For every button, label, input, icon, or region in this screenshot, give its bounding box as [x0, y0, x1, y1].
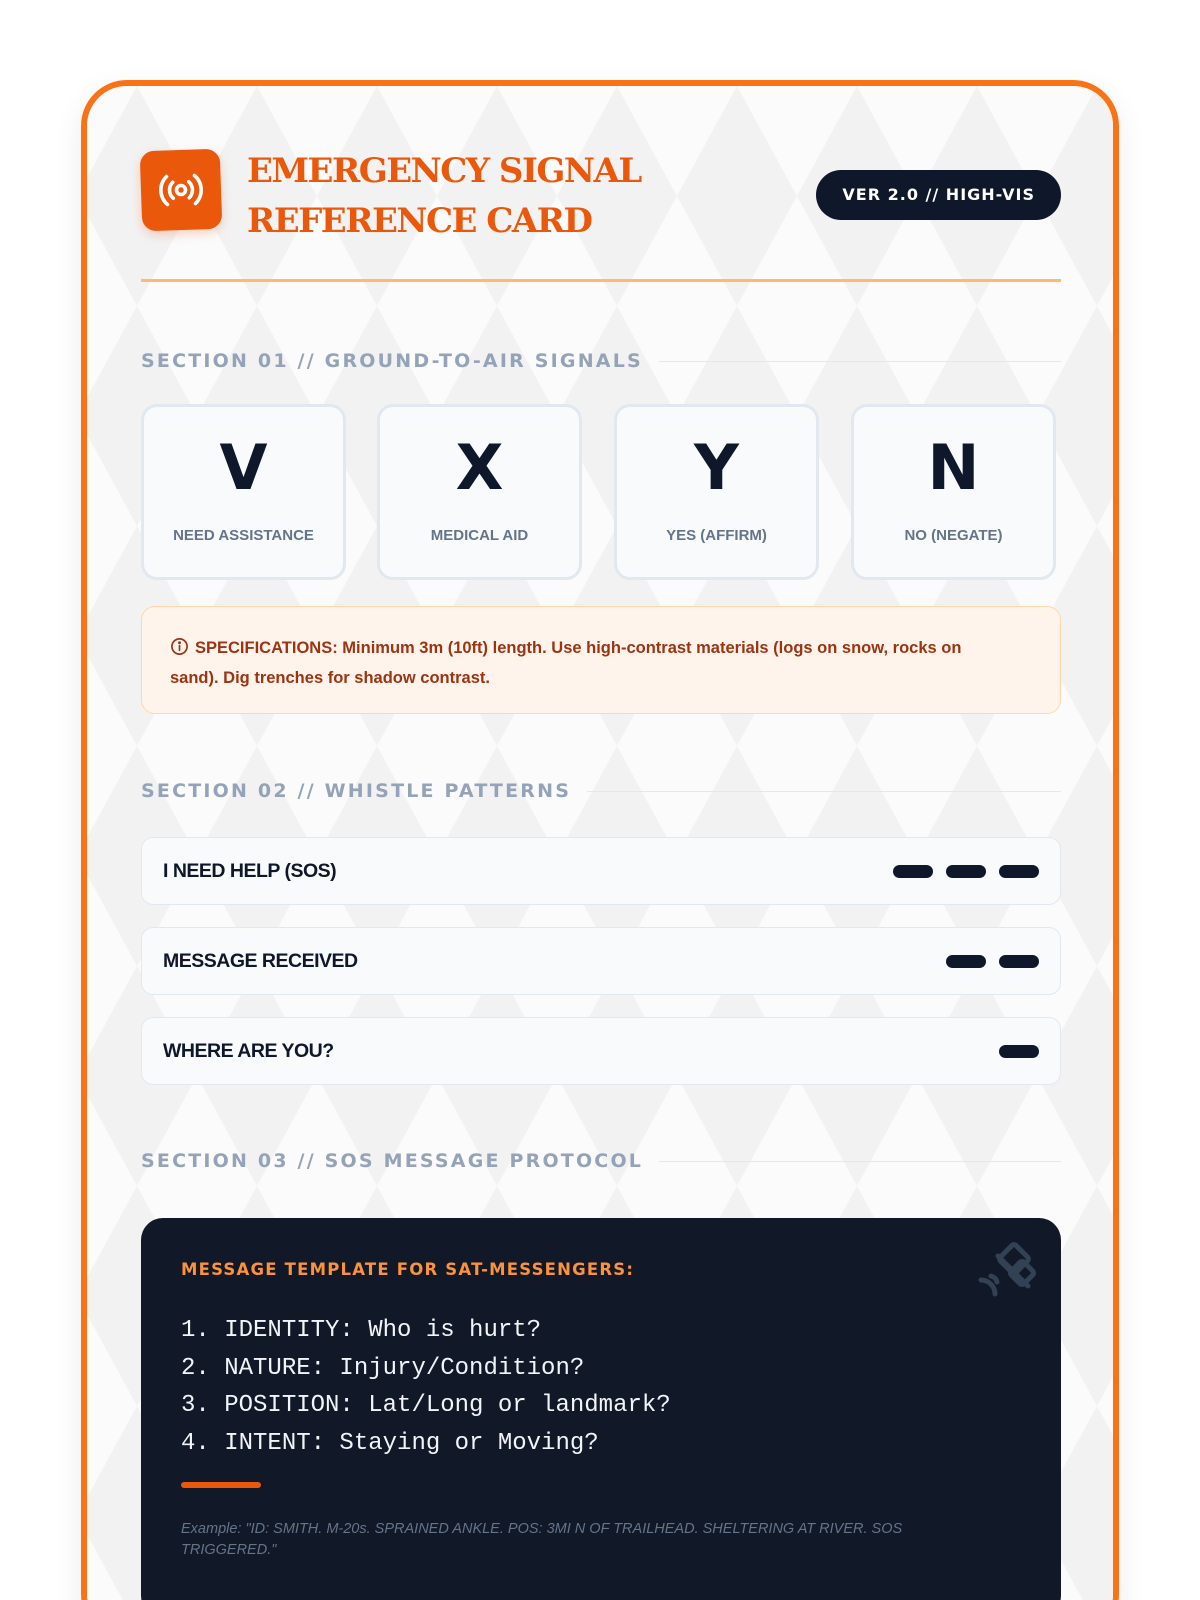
title-line-2: REFERENCE CARD: [247, 201, 592, 241]
long-blast: [999, 1045, 1039, 1058]
signal-letter: N: [927, 431, 980, 504]
signal-letter: Y: [694, 431, 739, 504]
pattern-label: WHERE ARE YOU?: [163, 1040, 334, 1062]
whistle-blasts: [893, 865, 1039, 878]
signal-letter: V: [219, 431, 268, 504]
title-line-1: EMERGENCY SIGNAL: [247, 151, 641, 191]
example-message: Example: "ID: SMITH. M-20s. SPRAINED ANKLE. POS: 3MI N OF TRAILHEAD. SHELTERING AT RIVER. SOS TRIGGERED.": [181, 1521, 903, 1558]
section-02-rule: [587, 791, 1061, 792]
protocol-steps: [181, 1312, 671, 1462]
whistle-blasts: [946, 955, 1039, 968]
section-03-title: SECTION 03 // SOS MESSAGE PROTOCOL: [141, 1150, 644, 1172]
ground-to-air-signals: [141, 404, 1061, 580]
signal-tile-n: [851, 404, 1056, 580]
long-blast: [946, 955, 986, 968]
satellite-icon: [973, 1236, 1043, 1311]
section-03-heading: [141, 1150, 1061, 1172]
broadcast-icon: [140, 149, 223, 232]
section-01-title: SECTION 01 // GROUND-TO-AIR SIGNALS: [141, 350, 643, 372]
pattern-label: I NEED HELP (SOS): [163, 860, 337, 882]
header-divider: [141, 279, 1061, 282]
signal-meaning: MEDICAL AID: [430, 527, 529, 544]
protocol-step: 1. IDENTITY: Who is hurt?: [181, 1317, 542, 1344]
section-03-rule: [659, 1161, 1061, 1162]
whistle-pattern-row: [141, 927, 1061, 995]
pattern-label: MESSAGE RECEIVED: [163, 950, 358, 972]
section-01-heading: [141, 350, 1061, 372]
signal-meaning: YES (AFFIRM): [666, 527, 767, 544]
long-blast: [946, 865, 986, 878]
protocol-step: 4. INTENT: Staying or Moving?: [181, 1429, 599, 1457]
long-blast: [999, 955, 1039, 968]
specifications-text: SPECIFICATIONS: Minimum 3m (10ft) length. Use high-contrast materials (logs on snow, rocks on sand). Dig trenches for shadow contrast.: [170, 639, 962, 687]
whistle-pattern-row: [141, 1017, 1061, 1085]
protocol-step: 3. POSITION: Lat/Long or landmark?: [181, 1392, 671, 1419]
signal-tile-x: [377, 404, 582, 580]
signal-tile-y: [614, 404, 819, 580]
long-blast: [999, 865, 1039, 878]
whistle-blasts: [999, 1045, 1039, 1058]
accent-bar: [181, 1482, 261, 1488]
signal-letter: X: [455, 431, 504, 504]
section-01-rule: [659, 361, 1061, 362]
protocol-step: 2. NATURE: Injury/Condition?: [181, 1354, 585, 1382]
template-title: MESSAGE TEMPLATE FOR SAT-MESSENGERS:: [181, 1260, 635, 1279]
long-blast: [893, 865, 933, 878]
whistle-pattern-row: [141, 837, 1061, 905]
reference-card: [81, 80, 1119, 1600]
version-badge: VER 2.0 // HIGH-VIS: [816, 170, 1061, 220]
signal-meaning: NO (NEGATE): [904, 527, 1003, 544]
info-icon: [170, 637, 189, 665]
sos-protocol-panel: [141, 1218, 1061, 1600]
specifications-note: [141, 606, 1061, 714]
signal-tile-v: [141, 404, 346, 580]
section-02-title: SECTION 02 // WHISTLE PATTERNS: [141, 780, 572, 802]
page-title: [247, 146, 767, 246]
section-02-heading: [141, 780, 1061, 802]
signal-meaning: NEED ASSISTANCE: [173, 527, 314, 544]
